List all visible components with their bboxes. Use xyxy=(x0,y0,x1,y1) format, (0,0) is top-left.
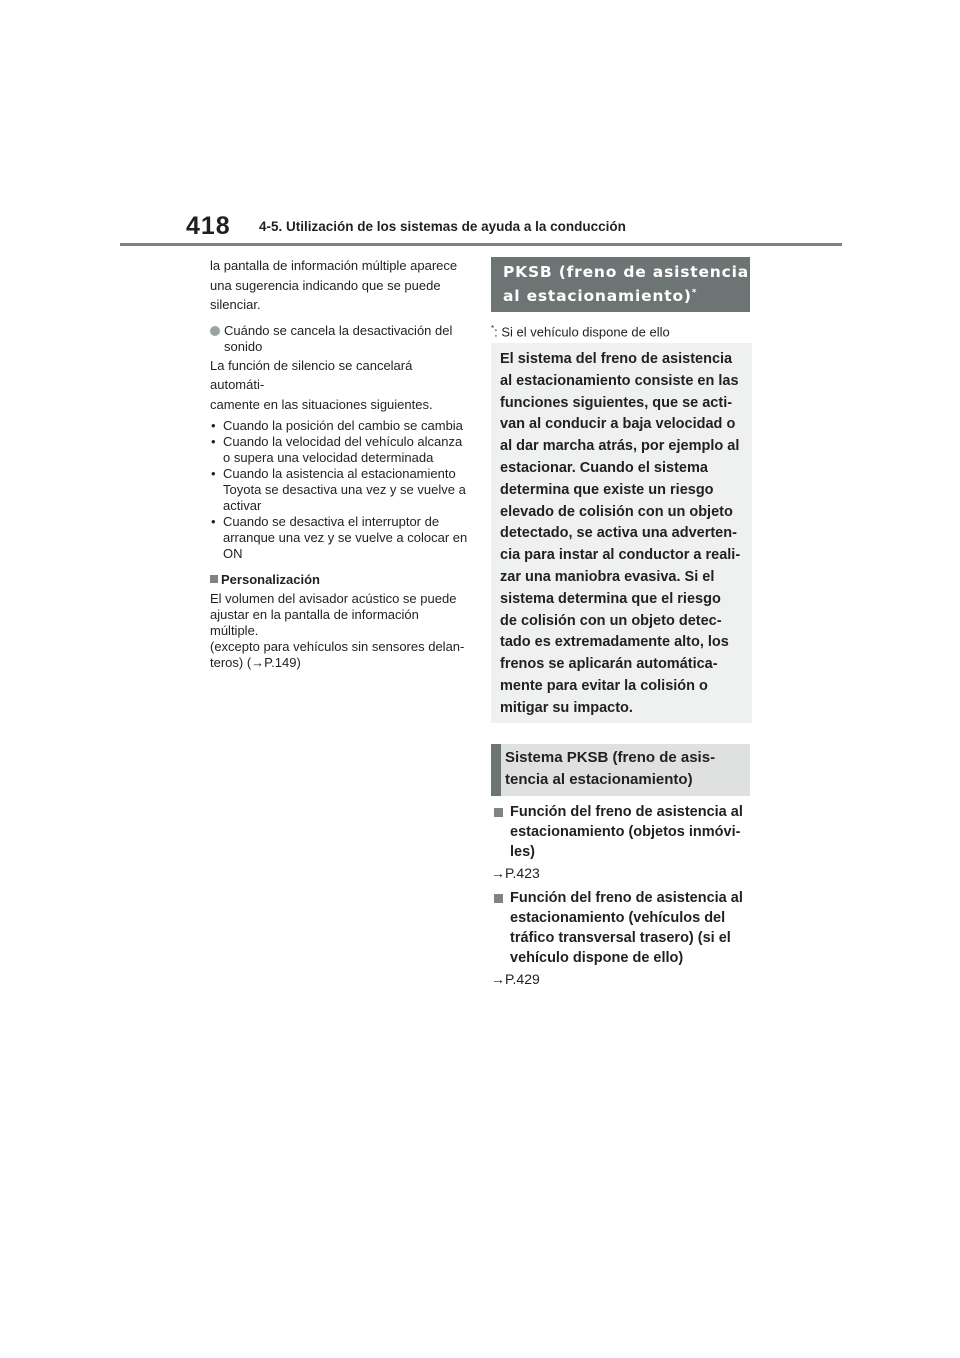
bullet-line: arranque una vez y se vuelve a colocar en xyxy=(223,530,468,545)
bullet-dot: • xyxy=(211,466,216,481)
bullet-line: Toyota se desactiva una vez y se vuelve a xyxy=(223,482,466,497)
banner-line-text: al estacionamiento) xyxy=(503,287,692,305)
subheading-line: Sistema PKSB (freno de asis- xyxy=(505,749,716,766)
customization-line: (excepto para vehículos sin sensores delan- xyxy=(210,639,465,654)
item-line: estacionamiento (vehículos del xyxy=(510,910,726,926)
list-item xyxy=(210,418,468,434)
intro-box-line: detectado, se activa una adverten- xyxy=(500,525,737,542)
cancel-bullets xyxy=(210,418,468,562)
intro-box xyxy=(491,343,752,723)
list-item xyxy=(210,434,468,466)
item-heading-text xyxy=(510,888,752,968)
header-rule xyxy=(120,243,842,246)
customization-line: El volumen del avisador acústico se puede xyxy=(210,591,457,606)
bullet-line: activar xyxy=(223,498,262,513)
customization-heading xyxy=(210,572,468,588)
subheading-bar xyxy=(491,744,501,796)
intro-box-line: mente para evitar la colisión o xyxy=(500,677,708,694)
circle-bullet-icon xyxy=(210,326,220,336)
bullet-line: Cuando se desactiva el interruptor de xyxy=(223,514,440,529)
square-bullet-icon xyxy=(210,575,218,583)
footnote-text: : Si el vehículo dispone de ello xyxy=(494,324,670,340)
bullet-line: Cuando la velocidad del vehículo alcanza xyxy=(223,434,463,449)
intro-line: silenciar. xyxy=(210,297,261,312)
section-title: 4-5. Utilización de los sistemas de ayuda a la conducción xyxy=(259,219,626,234)
list-item xyxy=(210,466,468,514)
intro-paragraph xyxy=(210,256,468,315)
intro-box-line: determina que existe un riesgo xyxy=(500,481,714,498)
bullet-line: Cuando la asistencia al estacionamiento xyxy=(223,466,456,481)
intro-line: una sugerencia indicando que se puede xyxy=(210,277,441,293)
customization-line: teros) (→P.149) xyxy=(210,655,301,670)
cancel-text xyxy=(210,356,468,415)
intro-box-line: frenos se aplicarán automática- xyxy=(500,656,718,673)
item-line: tráfico transversal trasero) (si el xyxy=(510,930,731,946)
item-line: estacionamiento (objetos inmóvi- xyxy=(510,824,741,840)
pksb-system-subheading xyxy=(491,744,750,796)
page-reference-link[interactable]: →P.423 xyxy=(491,865,540,881)
customization-heading-text: Personalización xyxy=(221,572,320,587)
cancel-heading xyxy=(210,323,468,355)
intro-line: la pantalla de información múltiple aparece xyxy=(210,258,458,273)
bullet-line: o supera una velocidad determinada xyxy=(223,450,434,465)
item-heading-text xyxy=(510,802,752,862)
cancel-text-line: La función de silencio se cancelará automáti- xyxy=(210,357,413,392)
square-bullet-icon xyxy=(494,894,503,903)
banner-line: PKSB (freno de asistencia xyxy=(503,263,749,281)
item-line: Función del freno de asistencia al xyxy=(510,890,743,906)
footnote xyxy=(491,324,670,339)
customization-text xyxy=(210,591,468,671)
item-line: Función del freno de asistencia al xyxy=(510,804,743,820)
bullet-line: Cuando la posición del cambio se cambia xyxy=(223,418,463,433)
bullet-dot: • xyxy=(211,514,216,529)
intro-box-line: estacionar. Cuando el sistema xyxy=(500,459,708,476)
item-heading-static-objects xyxy=(494,802,752,862)
intro-box-line: al estacionamiento consiste en las xyxy=(500,372,739,389)
cancel-heading-line: Cuándo se cancela la desactivación del xyxy=(224,322,453,338)
subheading-text xyxy=(505,747,745,791)
cancel-heading-line: sonido xyxy=(224,338,263,354)
intro-box-line: El sistema del freno de asistencia xyxy=(500,351,733,367)
banner-asterisk: * xyxy=(691,287,698,298)
bullet-dot: • xyxy=(211,434,216,449)
intro-box-line: funciones siguientes, que se acti- xyxy=(500,394,733,411)
intro-box-line: van al conducir a baja velocidad o xyxy=(500,416,736,433)
item-heading-cross-traffic xyxy=(494,888,752,968)
cancel-text-line: camente en las situaciones siguientes. xyxy=(210,396,433,412)
subheading-line: tencia al estacionamiento) xyxy=(505,771,693,788)
left-column xyxy=(210,256,468,671)
intro-box-line: mitigar su impacto. xyxy=(500,699,633,716)
intro-box-line: zar una maniobra evasiva. Si el xyxy=(500,568,715,585)
item-line: vehículo dispone de ello) xyxy=(510,950,684,966)
item-line: les) xyxy=(510,844,535,860)
page-number: 418 xyxy=(186,212,231,240)
customization-line: ajustar en la pantalla de información múltiple. xyxy=(210,607,419,638)
intro-box-line: tado es extremadamente alto, los xyxy=(500,634,729,651)
intro-box-line: al dar marcha atrás, por ejemplo al xyxy=(500,438,740,455)
intro-box-text xyxy=(500,349,748,720)
intro-box-line: cia para instar al conductor a reali- xyxy=(500,547,741,564)
bullet-line: ON xyxy=(223,546,243,561)
intro-box-line: sistema determina que el riesgo xyxy=(500,590,721,607)
square-bullet-icon xyxy=(494,808,503,817)
bullet-dot: • xyxy=(211,418,216,433)
list-item xyxy=(210,514,468,562)
intro-box-line: elevado de colisión con un objeto xyxy=(500,503,733,520)
intro-box-line: de colisión con un objeto detec- xyxy=(500,612,722,629)
banner-line xyxy=(503,287,697,305)
footnote-mark: * xyxy=(491,324,495,333)
page-reference-link[interactable]: →P.429 xyxy=(491,971,540,987)
pksb-banner xyxy=(491,257,750,312)
